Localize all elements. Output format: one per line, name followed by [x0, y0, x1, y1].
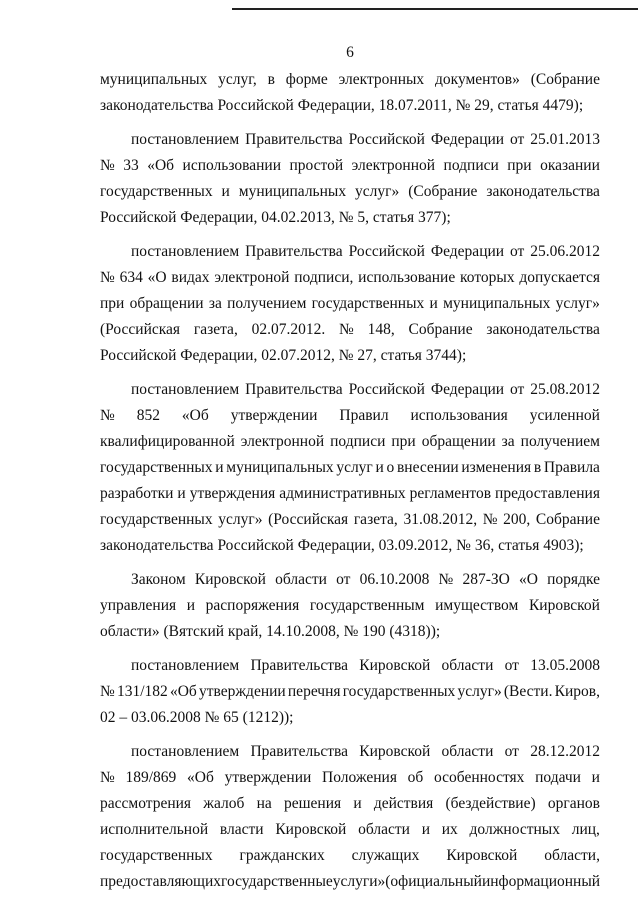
text-line: предоставляющих государственные услуги» (официальный информационный	[100, 873, 601, 890]
text-line: квалифицированной электронной подписи при обращении за получением	[100, 433, 600, 450]
text-line: рассмотрения жалоб на решения и действия (бездействие) органов	[100, 795, 600, 812]
text-line: муниципальных услуг, в форме электронных документов» (Собрание	[100, 71, 600, 88]
text-line: постановлением Правительства Российской Федерации от 25.06.2012	[100, 243, 600, 260]
text-line: управления и распоряжения государственным имуществом Кировской	[100, 597, 600, 614]
text-line: № 189/869 «Об утверждении Положения об особенностях подачи и	[100, 769, 600, 786]
text-line: № 131/182 «Об утверждении перечня государственных услуг» (Вести. Киров,	[100, 683, 600, 700]
text-line: 02 – 03.06.2008 № 65 (1212));	[100, 709, 294, 726]
text-line: постановлением Правительства Российской Федерации от 25.01.2013	[100, 131, 600, 148]
text-line: № 852 «Об утверждении Правил использования усиленной	[100, 407, 600, 424]
text-line: № 33 «Об использовании простой электронной подписи при оказании	[100, 157, 600, 174]
paragraph	[100, 239, 600, 369]
text-line: Российской Федерации, 04.02.2013, № 5, статья 377);	[100, 209, 451, 226]
text-line: Законом Кировской области от 06.10.2008 № 287-ЗО «О порядке	[100, 571, 600, 588]
text-line: постановлением Правительства Российской Федерации от 25.08.2012	[100, 381, 600, 398]
text-line: государственных услуг» (Российская газета, 31.08.2012, № 200, Собрание	[100, 511, 600, 528]
text-line: области» (Вятский край, 14.10.2008, № 190 (4318));	[100, 623, 441, 640]
paragraph	[100, 377, 600, 559]
text-line: государственных и муниципальных услуг» (Собрание законодательства	[100, 183, 600, 200]
text-line: постановлением Правительства Кировской области от 28.12.2012	[100, 743, 600, 760]
text-line: разработки и утверждения административных регламентов предоставления	[100, 485, 600, 502]
text-line: (Российская газета, 02.07.2012. № 148, Собрание законодательства	[100, 321, 600, 338]
text-line: государственных гражданских служащих Кировской области,	[100, 847, 600, 864]
paragraph	[100, 67, 600, 119]
text-line: законодательства Российской Федерации, 18.07.2011, № 29, статья 4479);	[100, 97, 584, 114]
text-line: при обращении за получением государственных и муниципальных услуг»	[100, 295, 600, 312]
paragraph	[100, 567, 600, 645]
text-line: № 634 «О видах электроной подписи, использование которых допускается	[100, 269, 600, 286]
text-line: исполнительной власти Кировской области и их должностных лиц,	[100, 821, 600, 838]
top-rule	[232, 8, 638, 10]
paragraph	[100, 653, 600, 731]
text-line: Российской Федерации, 02.07.2012, № 27, статья 3744);	[100, 347, 467, 364]
page-number: 6	[346, 44, 354, 61]
paragraph	[100, 739, 600, 895]
text-line: государственных и муниципальных услуг и о внесении изменения в Правила	[100, 459, 600, 476]
document-body	[100, 67, 600, 903]
text-line: законодательства Российской Федерации, 03.09.2012, № 36, статья 4903);	[100, 537, 584, 554]
text-line: постановлением Правительства Кировской области от 13.05.2008	[100, 657, 600, 674]
paragraph	[100, 127, 600, 231]
